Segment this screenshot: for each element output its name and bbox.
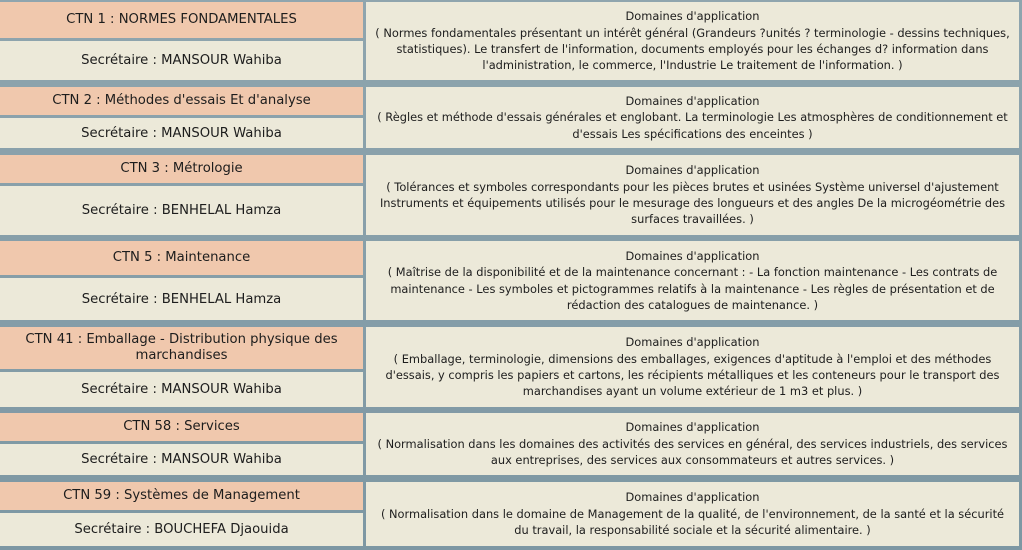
committee-row — [0, 87, 1022, 148]
committee-header — [0, 2, 366, 80]
domain-text: ( Tolérances et symboles correspondants pour les pièces brutes et usinées Système universel d'ajustement Instruments et équipements utilisés pour le mesurage des longueurs et des angles De la microgéométrie des surfaces travaillées. ) — [379, 179, 1006, 227]
committee-title: CTN 3 : Métrologie — [0, 155, 363, 183]
committee-header — [0, 155, 366, 235]
domain-text: ( Normes fondamentales présentant un intérêt général (Grandeurs ?unités ? terminologie - dessins techniques, statistiques). Le transfert de l'information, documents employés pour les échanges d? information dans l'administration, le commerce, l'Industrie Le traitement de l'information. ) — [375, 25, 1010, 73]
domain-title: Domaines d'application — [625, 9, 760, 24]
domain-text: ( Normalisation dans le domaine de Management de la qualité, de l'environnement, de la santé et la sécurité du travail, la responsabilité sociale et la sécurité alimentaire. ) — [380, 506, 1005, 538]
committee-row — [0, 413, 1022, 475]
domain-title: Domaines d'application — [625, 335, 760, 350]
committee-header — [0, 241, 366, 320]
domain-title: Domaines d'application — [625, 490, 760, 505]
committee-header — [0, 87, 366, 148]
committee-title: CTN 58 : Services — [0, 413, 363, 441]
committee-domain — [366, 2, 1019, 80]
domain-title: Domaines d'application — [625, 163, 760, 178]
committee-title: CTN 1 : NORMES FONDAMENTALES — [0, 2, 363, 38]
domain-text: ( Règles et méthode d'essais générales et englobant. La terminologie Les atmosphères de conditionnement et d'essais Les spécifications des enceintes ) — [377, 110, 1008, 141]
committee-row — [0, 482, 1022, 546]
committee-row — [0, 327, 1022, 407]
domain-text: ( Maîtrise de la disponibilité et de la maintenance concernant : - La fonction maintenance - Les contrats de maintenance - Les symboles et pictogrammes relatifs à la maintenance - Les règles de présentation et de rédaction des catalogues de maintenance. ) — [387, 265, 998, 312]
committee-secretary: Secrétaire : BOUCHEFA Djaouida — [0, 513, 363, 546]
committee-secretary: Secrétaire : MANSOUR Wahiba — [0, 41, 363, 80]
committee-domain — [366, 327, 1019, 407]
committee-header — [0, 482, 366, 546]
committee-domain — [366, 413, 1019, 475]
committee-secretary: Secrétaire : BENHELAL Hamza — [0, 186, 363, 235]
committee-title: CTN 2 : Méthodes d'essais Et d'analyse — [0, 87, 363, 115]
committee-domain — [366, 155, 1019, 235]
committee-title: CTN 59 : Systèmes de Management — [0, 482, 363, 510]
committee-secretary: Secrétaire : MANSOUR Wahiba — [0, 118, 363, 148]
domain-text: ( Normalisation dans les domaines des activités des services en général, des services industriels, des services aux entreprises, des services aux consommateurs et autres services. ) — [377, 436, 1008, 468]
domain-title: Domaines d'application — [625, 93, 760, 108]
committee-header — [0, 413, 366, 475]
domain-title: Domaines d'application — [625, 248, 760, 263]
committee-secretary: Secrétaire : MANSOUR Wahiba — [0, 444, 363, 475]
committee-domain — [366, 482, 1019, 546]
committee-domain — [366, 87, 1019, 148]
domain-title: Domaines d'application — [625, 420, 760, 435]
committee-title: CTN 41 : Emballage - Distribution physique des marchandises — [0, 327, 363, 369]
committee-secretary: Secrétaire : BENHELAL Hamza — [0, 278, 363, 320]
domain-text: ( Emballage, terminologie, dimensions des emballages, exigences d'aptitude à l'emploi et des méthodes d'essais, y compris les papiers et cartons, les récipients métalliques et les conteneurs pour le transport des marchandises ayant un volume extérieur de 1 m3 et plus. ) — [385, 351, 1000, 399]
committee-domain — [366, 241, 1019, 320]
committee-row — [0, 2, 1022, 80]
committee-secretary: Secrétaire : MANSOUR Wahiba — [0, 372, 363, 407]
committee-row — [0, 241, 1022, 320]
committee-title: CTN 5 : Maintenance — [0, 241, 363, 275]
committee-header — [0, 327, 366, 407]
committee-row — [0, 155, 1022, 235]
